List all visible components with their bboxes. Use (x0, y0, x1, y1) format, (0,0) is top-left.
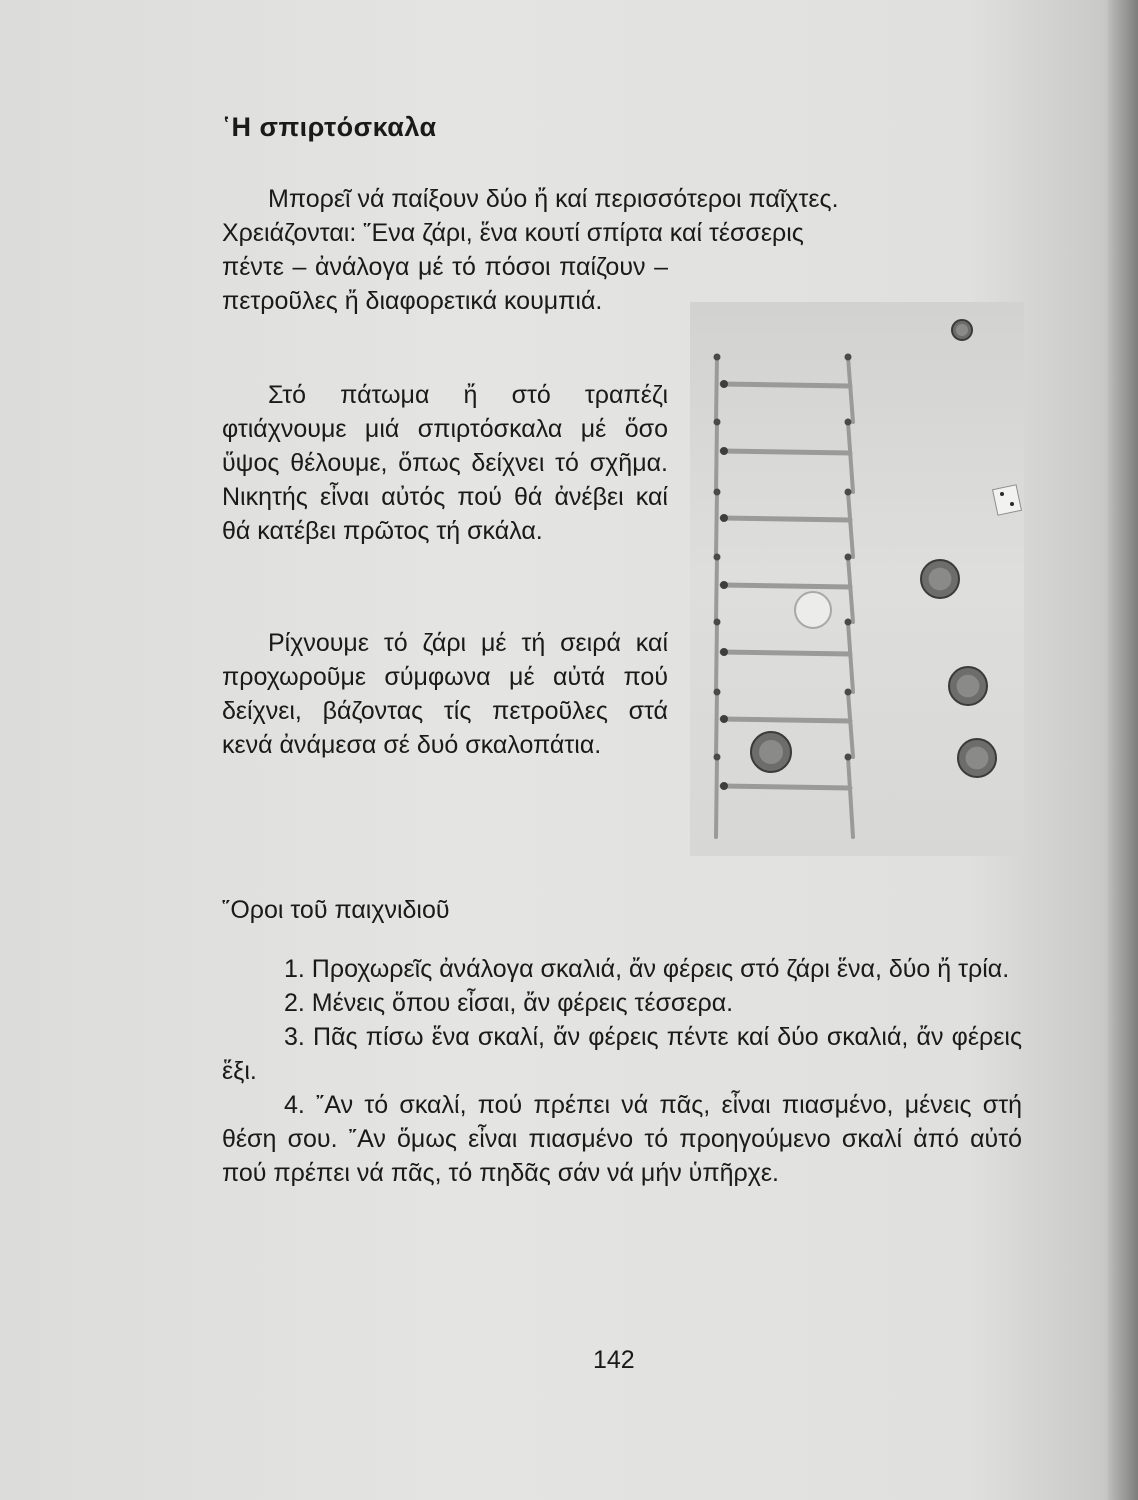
paragraph-2: Στό πάτωμα ἤ στό τραπέζι φτιάχνουμε μιά σπιρτόσκαλα μέ ὅσο ὕψος θέλουμε, ὅπως δείχνει τό σχῆμα. Νικητής εἶναι αὐτός πού θά ἀνέβει καί θά κατέβει πρῶτος τή σκάλα. (222, 381, 668, 545)
ladder-rung-match (722, 451, 850, 453)
right-rail-match (848, 557, 853, 622)
match-head (720, 514, 728, 522)
match-head (720, 581, 728, 589)
match-head (714, 754, 721, 761)
button-piece-center (966, 747, 989, 770)
rule-item-2: 2. Μένεις ὅπου εἶσαι, ἄν φέρεις τέσσερα. (284, 989, 734, 1017)
ladder-figure (690, 302, 1024, 856)
button-piece-center (929, 568, 952, 591)
die-pip (1010, 502, 1014, 506)
intro-paragraph-lines (222, 182, 1022, 250)
button-piece-center (956, 324, 968, 336)
rules-list (222, 952, 1022, 1190)
match-head (845, 689, 852, 696)
right-rail-match (848, 757, 853, 837)
left-rail-match (716, 692, 717, 757)
page-number: 142 (593, 1346, 635, 1374)
intro-line-2: Χρειάζονται: ῞Ενα ζάρι, ἕνα κουτί σπίρτα καί τέσσερις (222, 219, 804, 247)
right-rail-match (848, 492, 853, 557)
matchstick-ladder-photo (690, 302, 1024, 856)
left-rail-match (716, 622, 717, 692)
ladder-rung-match (722, 585, 850, 587)
intro-paragraph-rest (222, 250, 668, 318)
right-rail-match (848, 622, 853, 692)
right-rail-match (848, 692, 853, 757)
intro-line-1: Μπορεῖ νά παίξουν δύο ἤ καί περισσότεροι παῖχτες. (268, 185, 839, 213)
ladder-rung-match (722, 786, 850, 788)
rule-item-1: 1. Προχωρεῖς ἀνάλογα σκαλιά, ἄν φέρεις στό ζάρι ἕνα, δύο ἤ τρία. (284, 955, 1010, 983)
match-head (714, 619, 721, 626)
intro-rest: πέντε – ἀνάλογα μέ τό πόσοι παίζουν – πετροῦλες ἤ διαφορετικά κουμπιά. (222, 253, 668, 315)
match-head (720, 380, 728, 388)
match-head (714, 554, 721, 561)
paragraph-setup (222, 378, 668, 548)
match-head (714, 354, 721, 361)
match-head (720, 648, 728, 656)
clear-pebble (795, 592, 831, 628)
page-title: ῾Η σπιρτόσκαλα (222, 112, 437, 142)
page-edge-shadow (1108, 0, 1138, 1500)
match-head (845, 619, 852, 626)
button-piece-center (759, 740, 783, 764)
paragraph-play (222, 626, 668, 762)
rules-heading: ῞Οροι τοῦ παιχνιδιοῦ (222, 896, 450, 924)
rule-item-4: 4. ῎Αν τό σκαλί, πού πρέπει νά πᾶς, εἶναι πιασμένο, μένεις στή θέση σου. ῎Αν ὅμως εἶναι πιασμένο τό προηγούμενο σκαλί ἀπό αὐτό πού πρέπει νά πᾶς, τό πηδᾶς σάν νά μήν ὑπῆρχε. (222, 1091, 1022, 1187)
match-head (714, 419, 721, 426)
right-rail-match (848, 422, 853, 492)
ladder-rung-match (722, 384, 850, 386)
match-head (845, 554, 852, 561)
paragraph-3: Ρίχνουμε τό ζάρι μέ τή σειρά καί προχωροῦμε σύμφωνα μέ αὐτά πού δείχνει, βάζοντας τίς πετροῦλες στά κενά ἀνάμεσα σέ δυό σκαλοπάτια. (222, 629, 668, 759)
left-rail-match (716, 422, 717, 492)
match-head (720, 447, 728, 455)
die (993, 485, 1022, 515)
match-head (720, 782, 728, 790)
die-pip (1000, 492, 1004, 496)
left-rail-match (716, 357, 717, 422)
ladder-rung-match (722, 719, 850, 721)
ladder-drawing (714, 320, 1022, 837)
match-head (714, 489, 721, 496)
match-head (845, 489, 852, 496)
left-rail-match (716, 557, 717, 622)
match-head (720, 715, 728, 723)
match-head (845, 754, 852, 761)
ladder-rung-match (722, 652, 850, 654)
right-rail-match (848, 357, 853, 422)
rule-item-3: 3. Πᾶς πίσω ἕνα σκαλί, ἄν φέρεις πέντε καί δύο σκαλιά, ἄν φέρεις ἕξι. (222, 1023, 1022, 1085)
match-head (845, 419, 852, 426)
match-head (714, 689, 721, 696)
left-rail-match (716, 757, 717, 837)
button-piece-center (957, 675, 980, 698)
match-head (845, 354, 852, 361)
ladder-rung-match (722, 518, 850, 520)
left-rail-match (716, 492, 717, 557)
